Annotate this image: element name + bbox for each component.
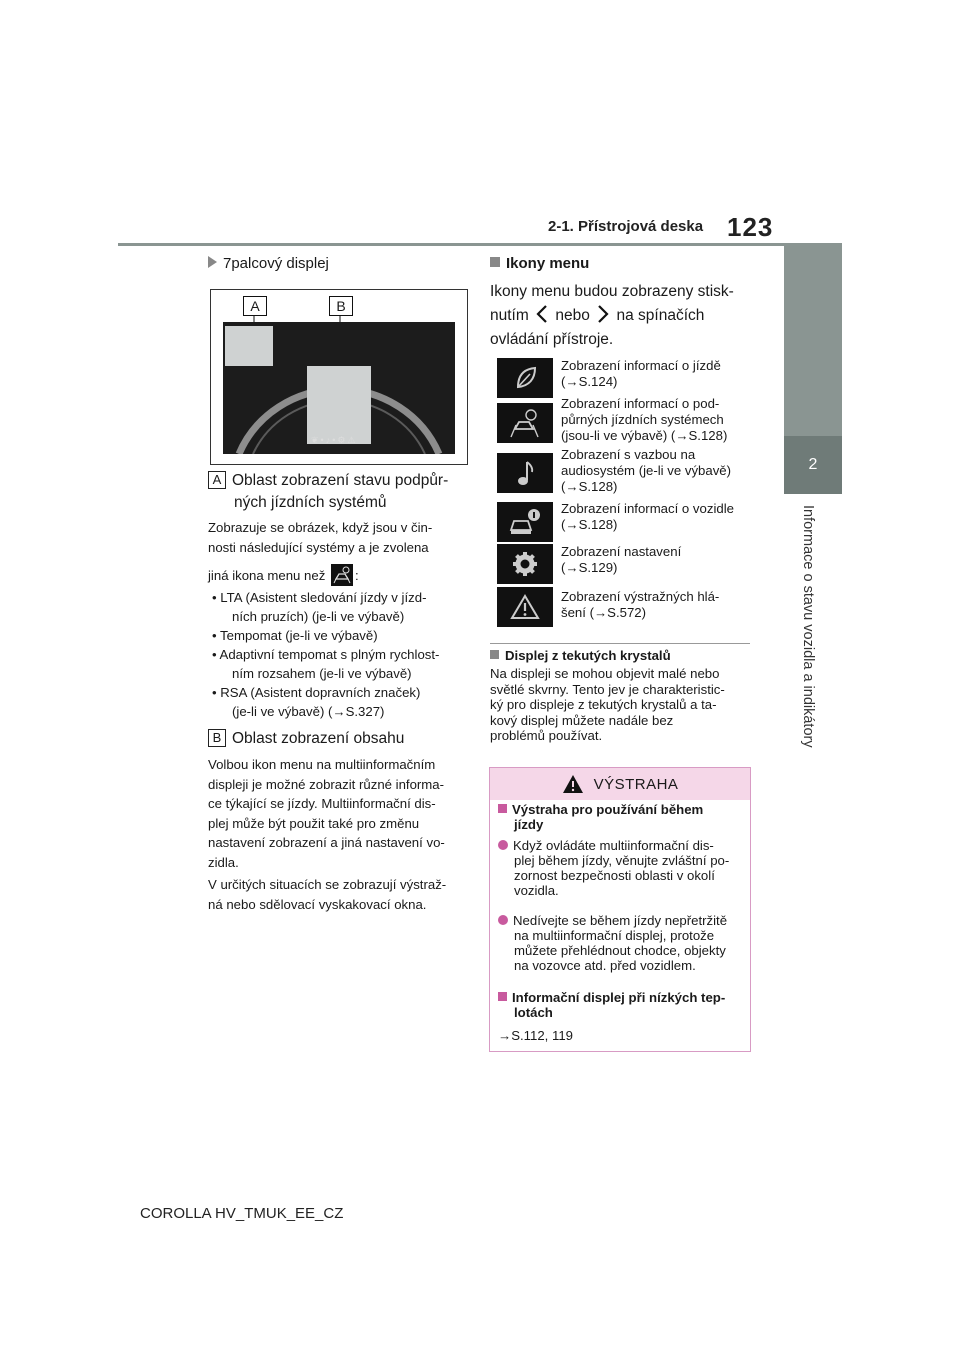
item-a-bullets	[208, 588, 470, 721]
section-title: 2-1. Přístrojová deska	[548, 218, 704, 235]
item-a-desc-line1: Zobrazuje se obrázek, když jsou v čin-	[208, 520, 433, 535]
warning-reference[interactable]: →S.112, 119	[498, 1028, 574, 1043]
chevron-left-icon	[533, 304, 551, 328]
leaf-icon	[497, 358, 553, 398]
item-a-desc	[208, 518, 470, 586]
item-b-title-text: Oblast zobrazení obsahu	[232, 730, 405, 747]
meter-screen	[223, 322, 455, 454]
area-a-box	[225, 326, 273, 366]
warning-bullet-1: Když ovládáte multiinformační dis- plej během jízdy, věnujte zvláštní po- zornost bezpečnosti oblasti v okolí vozidla.	[498, 838, 764, 898]
chapter-title: Informace o stavu vozidla a indikátory	[800, 505, 816, 748]
display-title-text: 7palcový displej	[223, 255, 329, 272]
item-a-title-line2: ných jízdních systémů	[234, 494, 387, 511]
warning-bullet-2: Nedívejte se během jízdy nepřetržitě na multiinformační displej, protože můžete přehlédnout chodce, objekty na vozovce atd. před vozidlem.	[498, 913, 764, 973]
warning-triangle-icon	[562, 774, 584, 794]
square-bullet-icon	[498, 992, 507, 1001]
icon-desc-audio: Zobrazení s vazbou na audiosystém (je-li ve výbavě) (→S.128)	[561, 447, 732, 494]
warning-heading-2: Informační displej při nízkých tep- lotách	[498, 990, 764, 1020]
item-a-title-line1: Oblast zobrazení stavu podpůr-	[232, 472, 449, 489]
area-b-box	[307, 366, 371, 444]
item-a-desc-line3-text: jiná ikona menu než	[208, 568, 326, 583]
square-bullet-icon	[490, 257, 500, 267]
item-b-title	[208, 728, 470, 750]
label-a: A	[208, 471, 226, 489]
item-a-desc-line3-colon: :	[354, 568, 359, 583]
item-a-desc-line2: nosti následující systémy a je zvolena	[208, 540, 429, 555]
lcd-text: Na displeji se mohou objevit malé nebo světlé skvrny. Tento jev je charakteristic- ký pro displeje z tekutých krystalů a ta- kový displej můžete nadále bez problémů používat.	[490, 666, 725, 743]
driving-assist-icon	[497, 403, 553, 443]
driving-assist-icon	[331, 564, 353, 586]
warning-heading-1: Výstraha pro používání během jízdy	[498, 802, 764, 832]
label-b: B	[208, 729, 226, 747]
warning-box	[489, 767, 751, 1052]
page-number: 123	[727, 212, 774, 242]
icon-desc-vehicle: Zobrazení informací o vozidle (→S.128)	[561, 501, 734, 532]
menu-icons-heading	[490, 255, 752, 272]
chapter-tab: 2	[784, 436, 842, 494]
item-a-desc-line3	[208, 564, 470, 586]
warning-header	[490, 768, 750, 800]
chevron-right-icon	[594, 304, 612, 328]
lcd-section	[490, 648, 752, 744]
icon-desc-settings: Zobrazení nastavení (→S.129)	[561, 544, 682, 575]
bullet-cruise: • Tempomat (je-li ve výbavě)	[212, 628, 378, 643]
icon-desc-driving-assist: Zobrazení informací o pod- půrných jízdních systémech (jsou-li ve výbavě) (→S.128)	[561, 396, 728, 443]
dot-bullet-icon	[498, 915, 508, 925]
menu-icons-title: Ikony menu	[506, 255, 590, 272]
vehicle-info-icon	[497, 502, 553, 542]
menu-icons-intro: Ikony menu budou zobrazeny stisk- nutím nebo na spínačích ovládání přístroje.	[490, 283, 734, 348]
bullet-lta: • LTA (Asistent sledování jízdy v jízd- ních pruzích) (je-li ve výbavě)	[212, 590, 427, 624]
triangle-bullet-icon	[208, 256, 217, 268]
section-divider	[490, 643, 750, 644]
music-note-icon	[497, 453, 553, 493]
square-bullet-icon	[490, 650, 499, 659]
footer-doc-id: COROLLA HV_TMUK_EE_CZ	[140, 1205, 344, 1222]
icon-desc-trip: Zobrazení informací o jízdě (→S.124)	[561, 358, 721, 389]
bullet-rsa: • RSA (Asistent dopravních značek) (je-li ve výbavě) (→S.327)	[212, 685, 421, 719]
callout-b: B	[329, 296, 353, 316]
item-b-paragraph-2: V určitých situacích se zobrazují výstraž- ná nebo sdělovací vyskakovací okna.	[208, 877, 447, 912]
bullet-acc: • Adaptivní tempomat s plným rychlost- ním rozsahem (je-li ve výbavě)	[212, 647, 440, 681]
meter-figure	[210, 289, 468, 465]
callout-a: A	[243, 296, 267, 316]
display-title	[208, 255, 470, 272]
lcd-title: Displej z tekutých krystalů	[490, 648, 752, 663]
warning-title: VÝSTRAHA	[593, 775, 679, 793]
header-rule	[118, 243, 842, 246]
item-a-title	[208, 470, 470, 514]
item-b-paragraph-1: Volbou ikon menu na multiinformačním displeji je možné zobrazit různé informa- ce týkající se jízdy. Multiinformační dis- plej může být použit také pro změnu nastavení zobrazení a jiná nastavení vo- zidla.	[208, 757, 445, 870]
warning-icon	[497, 587, 553, 627]
side-tab-bar	[784, 246, 842, 436]
dot-bullet-icon	[498, 840, 508, 850]
gear-icon	[497, 544, 553, 584]
icon-desc-warnings: Zobrazení výstražných hlá- šení (→S.572)	[561, 589, 720, 620]
menu-icon-strip: ❦•♪•⚙⚠	[311, 435, 358, 445]
square-bullet-icon	[498, 804, 507, 813]
